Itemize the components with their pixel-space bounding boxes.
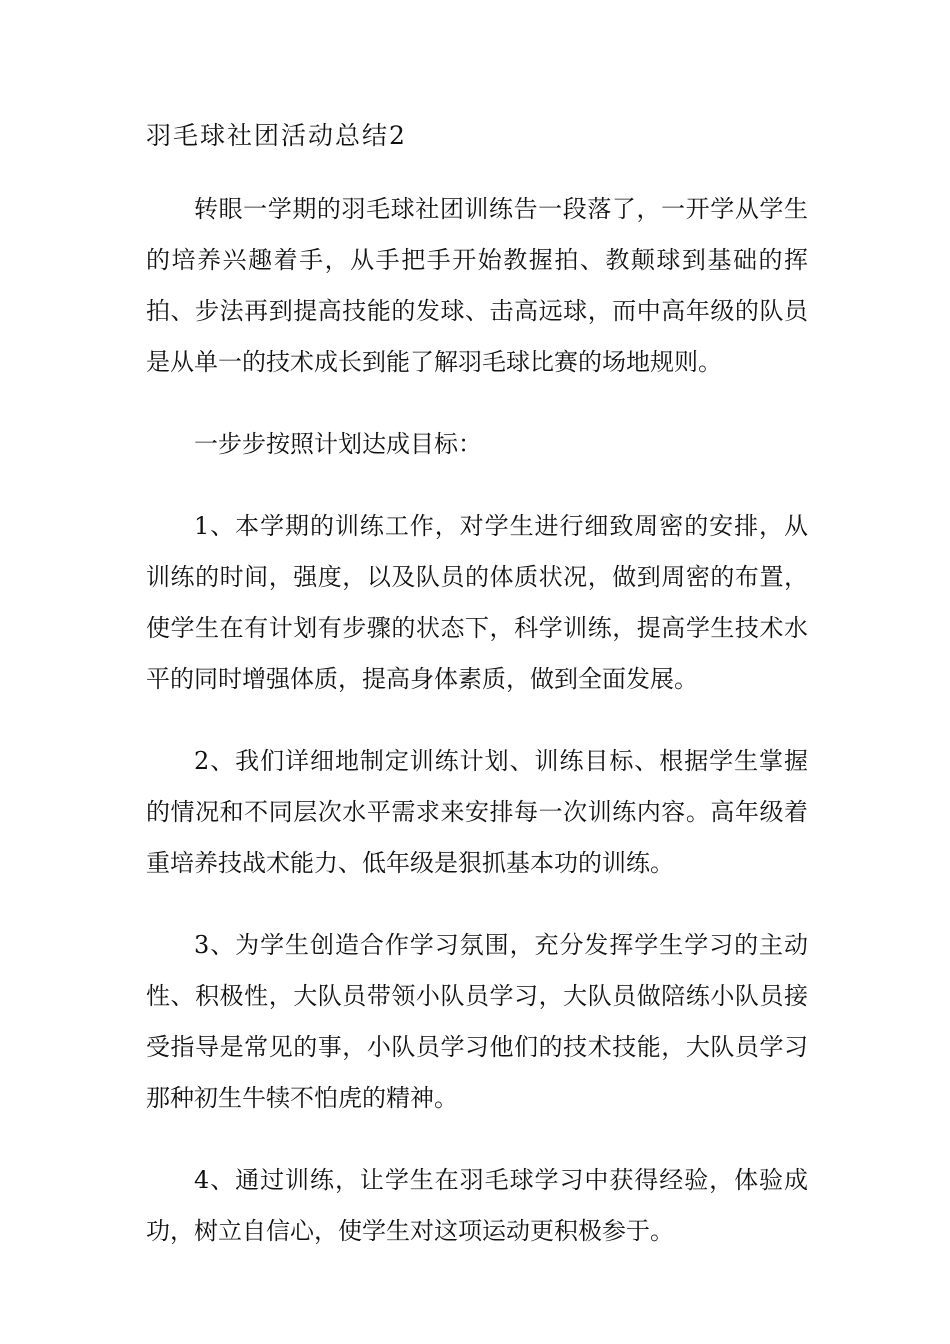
paragraph-item-2: 2、我们详细地制定训练计划、训练目标、根据学生掌握的情况和不同层次水平需求来安排每一次训练内容。高年级着重培养技战术能力、低年级是狠抓基本功的训练。 — [146, 747, 808, 877]
paragraph-item-3: 3、为学生创造合作学习氛围，充分发挥学生学习的主动性、积极性，大队员带领小队员学习，大队员做陪练小队员接受指导是常见的事，小队员学习他们的技术技能，大队员学习那种初生牛犊不怕虎的精神。 — [146, 931, 808, 1112]
paragraph-goals-heading: 一步步按照计划达成目标： — [194, 430, 482, 458]
document-title: 羽毛球社团活动总结2 — [146, 121, 407, 150]
document-body — [146, 184, 808, 1288]
paragraph-item-1: 1、本学期的训练工作，对学生进行细致周密的安排，从训练的时间，强度，以及队员的体质状况，做到周密的布置，使学生在有计划有步骤的状态下，科学训练，提高学生技术水平的同时增强体质，提高身体素质，做到全面发展。 — [146, 512, 808, 693]
paragraph-intro: 转眼一学期的羽毛球社团训练告一段落了，一开学从学生的培养兴趣着手，从手把手开始教握拍、教颠球到基础的挥拍、步法再到提高技能的发球、击高远球，而中高年级的队员是从单一的技术成长到能了解羽毛球比赛的场地规则。 — [146, 195, 808, 376]
paragraph-item-4: 4、通过训练，让学生在羽毛球学习中获得经验，体验成功，树立自信心，使学生对这项运动更积极参于。 — [146, 1166, 808, 1245]
